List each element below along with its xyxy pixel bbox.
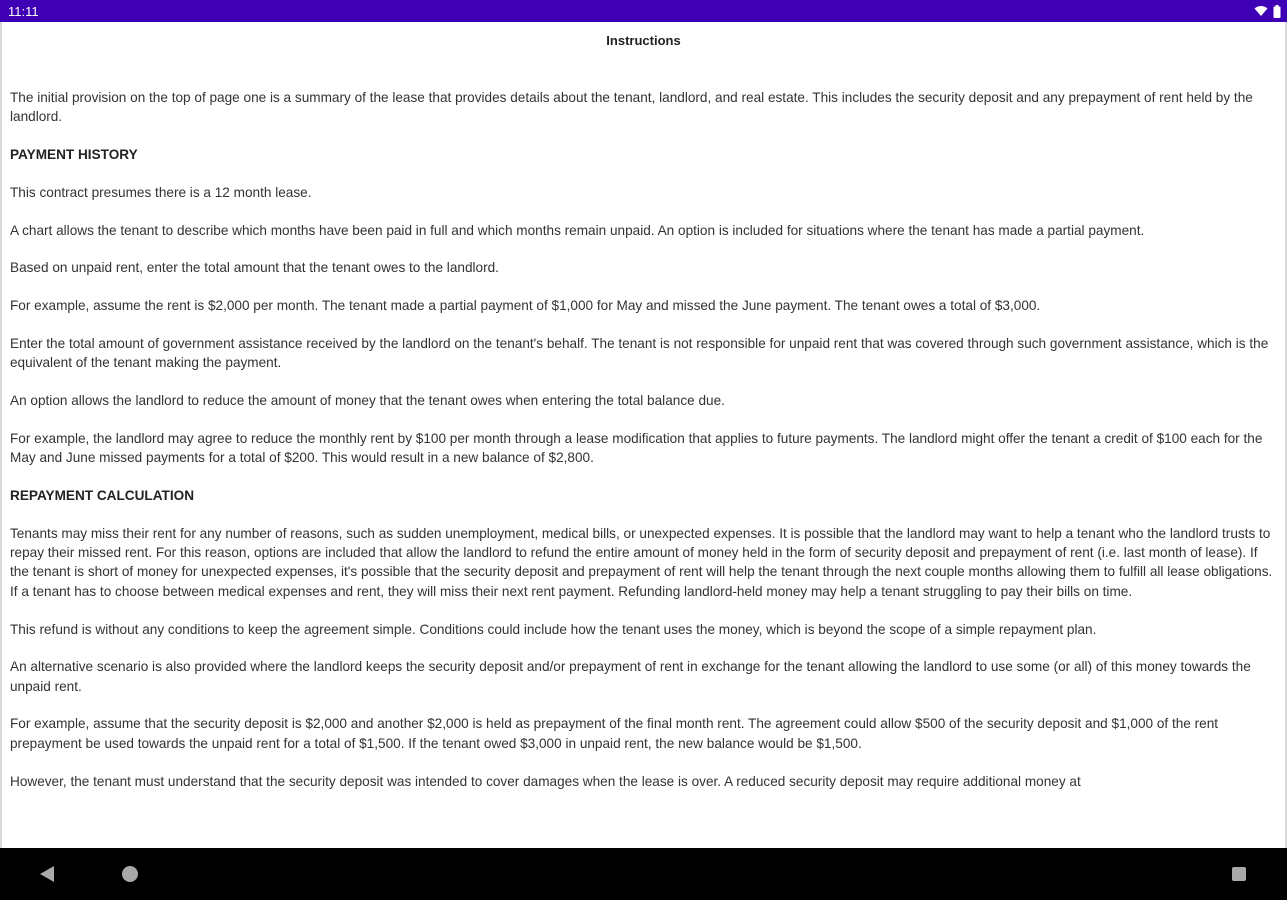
paragraph: Based on unpaid rent, enter the total amount that the tenant owes to the landlord. xyxy=(10,260,499,276)
battery-icon xyxy=(1273,5,1281,18)
navigation-bar xyxy=(0,848,1287,900)
wifi-icon xyxy=(1254,5,1268,17)
status-time: 11:11 xyxy=(8,3,39,19)
paragraph: For example, assume that the security deposit is $2,000 and another $2,000 is held as prepayment of the final month rent. The agreement could allow $500 of the security deposit and $1,000 of the rent prepayment be used towards the unpaid rent for a total of $1,500. If the tenant owed $3,000 in unpaid rent, the new balance would be $1,500. xyxy=(10,716,1219,751)
paragraph: An option allows the landlord to reduce the amount of money that the tenant owes when entering the total balance due. xyxy=(10,393,725,409)
paragraph: For example, assume the rent is $2,000 per month. The tenant made a partial payment of $1,000 for May and missed the June payment. The tenant owes a total of $3,000. xyxy=(10,298,1041,314)
back-icon[interactable] xyxy=(40,866,54,882)
paragraph: Tenants may miss their rent for any number of reasons, such as sudden unemployment, medical bills, or unexpected expenses. It is possible that the landlord may want to help a tenant who the landlord trusts to repay their missed rent. For this reason, options are included that allow the landlord to refund the entire amount of money held in the form of security deposit and prepayment of rent (i.e. last month of lease). If the tenant is short of money for unexpected expenses, it's possible that the security deposit and prepayment of rent will help the tenant through the next couple months allowing them to fulfill all lease obligations. If a tenant has to choose between medical expenses and rent, they will miss their next rent payment. Refunding landlord-held money may help a tenant struggling to pay their bills on time. xyxy=(10,525,1273,599)
paragraph: However, the tenant must understand that the security deposit was intended to cover damages when the lease is over. A reduced security deposit may require additional money at xyxy=(10,773,1081,789)
paragraph: The initial provision on the top of page one is a summary of the lease that provides details about the tenant, landlord, and real estate. This includes the security deposit and any prepayment of rent held by the landlord. xyxy=(10,90,1253,125)
paragraph: Enter the total amount of government assistance received by the landlord on the tenant's behalf. The tenant is not responsible for unpaid rent that was covered through such government assistance, which is the equivalent of the tenant making the payment. xyxy=(10,336,1269,371)
paragraph: An alternative scenario is also provided where the landlord keeps the security deposit and/or prepayment of rent in exchange for the tenant allowing the landlord to use some (or all) of this money towards the unpaid rent. xyxy=(10,659,1251,694)
paragraph: For example, the landlord may agree to reduce the monthly rent by $100 per month through a lease modification that applies to future payments. The landlord might offer the tenant a credit of $100 each for the May and June missed payments for a total of $200. This would result in a new balance of $2,800. xyxy=(10,430,1263,466)
status-bar xyxy=(0,0,1287,22)
paragraph: This contract presumes there is a 12 month lease. xyxy=(10,184,312,200)
recents-icon[interactable] xyxy=(1232,867,1246,881)
instructions-body xyxy=(10,88,1280,809)
section-heading: PAYMENT HISTORY xyxy=(10,147,138,163)
page-title: Instructions xyxy=(606,33,681,48)
status-icons xyxy=(1254,5,1281,18)
home-icon[interactable] xyxy=(122,866,138,882)
section-heading: REPAYMENT CALCULATION xyxy=(10,488,195,504)
paragraph: This refund is without any conditions to keep the agreement simple. Conditions could include how the tenant uses the money, which is beyond the scope of a simple repayment plan. xyxy=(10,621,1097,637)
paragraph: A chart allows the tenant to describe which months have been paid in full and which months remain unpaid. An option is included for situations where the tenant has made a partial payment. xyxy=(10,222,1145,238)
instructions-screen[interactable] xyxy=(0,22,1287,848)
